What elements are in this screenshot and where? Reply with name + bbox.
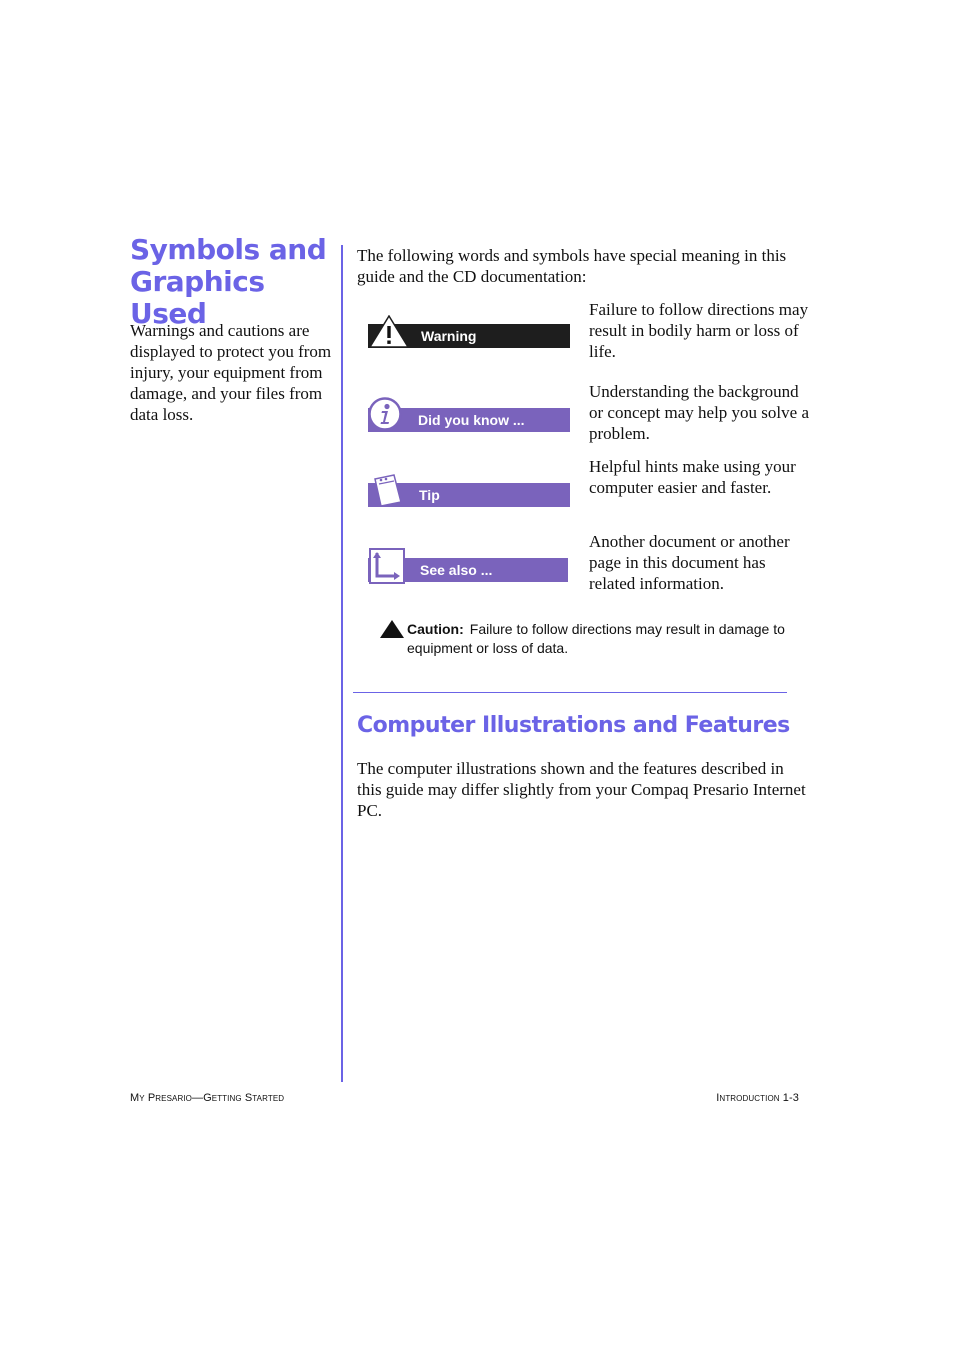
warning-label: Warning: [421, 328, 477, 344]
tip-bar: [368, 483, 570, 507]
did-you-know-bar: [368, 408, 570, 432]
did-you-know-description: Understanding the background or concept may help you solve a problem.: [589, 382, 809, 443]
page-title-line2: Graphics Used: [130, 265, 265, 330]
caution-triangle-icon: [380, 620, 404, 639]
tip-label: Tip: [419, 487, 440, 503]
page-title: [130, 234, 335, 330]
corner-arrow-icon: [368, 548, 406, 584]
info-circle-icon: [368, 397, 402, 431]
see-also-label: See also ...: [420, 562, 493, 578]
caution-text: Failure to follow directions may result in damage to equipment or loss of data.: [407, 621, 785, 656]
section-text: The computer illustrations shown and the features described in this guide may differ slightly from your Compaq Presario Internet PC.: [357, 759, 806, 820]
warning-bar: [368, 324, 570, 348]
tip-description: Helpful hints make using your computer easier and faster.: [589, 457, 796, 497]
footer-right: Introduction 1-3: [716, 1092, 799, 1104]
note-paper-icon: [370, 473, 404, 507]
intro-text: The following words and symbols have special meaning in this guide and the CD documentation:: [357, 246, 787, 286]
caution-note: [380, 620, 800, 658]
section-divider: [353, 692, 787, 693]
sidebar-text: Warnings and cautions are displayed to protect you from injury, your equipment from damage, and your files from data loss.: [130, 321, 332, 424]
vertical-divider: [341, 245, 343, 1082]
section-title: Computer Illustrations and Features: [357, 713, 790, 738]
did-you-know-label: Did you know ...: [418, 412, 525, 428]
caution-label: Caution:: [407, 621, 464, 637]
exclamation-triangle-icon: [369, 315, 409, 348]
footer-left: My Presario—Getting Started: [130, 1092, 285, 1104]
warning-description: Failure to follow directions may result in bodily harm or loss of life.: [589, 300, 809, 361]
see-also-description: Another document or another page in this document has related information.: [589, 532, 790, 593]
see-also-bar: [368, 558, 568, 582]
page-title-line1: Symbols and: [130, 233, 327, 266]
